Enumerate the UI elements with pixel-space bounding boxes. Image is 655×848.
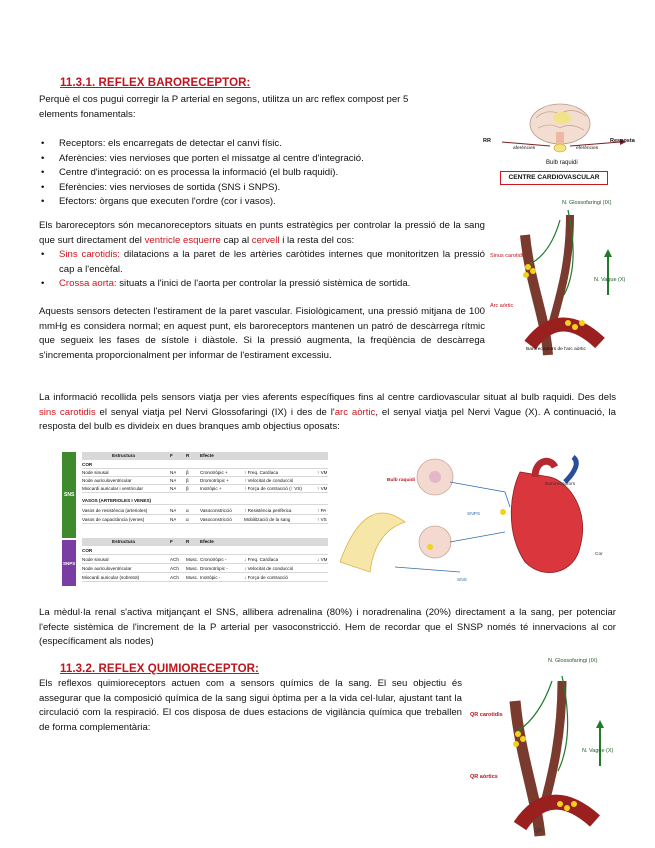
efferents-label: eferències <box>576 146 599 151</box>
cell: Vasoconstricció <box>200 517 232 522</box>
cell: ↑ Força de contracció (↑ VS) <box>244 486 302 491</box>
glossopharyngeal-label: N. Glossofaringi (IX) <box>562 200 612 206</box>
table-row <box>82 516 328 524</box>
baroreceptors-paragraph <box>39 219 485 248</box>
vagus-label: N. Vague (X) <box>594 277 626 283</box>
cell: Cronotròpic + <box>200 470 228 475</box>
cell: Musc. <box>186 566 199 571</box>
text-span: situats a l'inici de l'aorta per controlar la pressió sistèmica de sortida. <box>116 278 411 289</box>
cell: ACh <box>170 575 179 580</box>
table-header <box>82 452 328 460</box>
text-span: , el senyal viatja pel Nervi Vague (X). A continuació, la resposta del bulb es divideix en dues branques amb objectius oposats: <box>39 406 616 432</box>
highlight-carotid: Sins carotidis: <box>59 249 120 260</box>
cell: ↑ VM <box>317 470 328 475</box>
cell: Vasos de resistència (arterioles) <box>82 508 148 513</box>
col-f: F <box>170 539 173 544</box>
cell: Node sinusal <box>82 557 109 562</box>
cell: Vasos de capacitància (venes) <box>82 517 145 522</box>
text-span: el senyal viatja pel Nervi Glossofaringi (IX) i des de l' <box>95 406 335 418</box>
adrenal-medulla-paragraph: La mèdul·la renal s'activa mitjançant el SNS, allibera adrenalina (80%) i noradrenalina (20%) directament a la sang, per potenciar l'efecte sistèmica de l'increment de la P arterial per vasoconstricció. Hem de recordar que el SNSP només té innervacions al cor (específicament als nodes) <box>39 607 616 647</box>
aortic-qr-label: QR aòrtics <box>470 774 498 780</box>
aortic-baroreceptors-label: Baroreceptors de l'arc aòrtic <box>526 347 586 352</box>
col-structure: Estructura <box>112 539 135 544</box>
cell: ACh <box>170 557 179 562</box>
carotid-sinus-label: Sinus carotidi <box>490 253 524 259</box>
intro-line-1: Perquè el cos pugui corregir la P arterial en segons, utilitza un arc reflex compost per 5 <box>39 94 409 105</box>
snps-band-label: SNPS <box>63 561 76 566</box>
information-paragraph <box>39 391 616 435</box>
cell: β <box>186 470 189 475</box>
cardiovascular-center-label: CENTRE CARDIOVASCULAR <box>500 171 608 185</box>
baroreceptors-label: Baroreceptors <box>545 482 576 487</box>
chemoreceptor-paragraph: Els reflexos quimioreceptors actuen com a sensors químics de la sang. El seu objectiu és assegurar que la composició química de la sang sigui òptima per a la vida cel·lular, ajustant tant la circulació com la respiració. El cos disposa de dues estacions de vigilància química que treballen de forma complementària: <box>39 678 462 733</box>
cell: ↑ Freq. Cardíaca <box>244 470 279 475</box>
cell: ↑ Resistència perifèrica <box>244 508 292 513</box>
list-item <box>39 248 485 277</box>
table-row <box>82 477 328 485</box>
cell: NA <box>170 470 177 475</box>
reflex-elements-list <box>39 137 479 210</box>
cell: Miocardi auricular (sobretot) <box>82 575 140 580</box>
section-heading-baroreceptor: 11.3.1. REFLEX BARORECEPTOR: <box>60 77 251 89</box>
bulb-label: Bulb raquidi <box>387 478 415 483</box>
cell: Node auriculoventricular <box>82 566 132 571</box>
highlight-aorta: Crossa aorta: <box>59 278 117 289</box>
cell: ACh <box>170 566 179 571</box>
cell: ↑ PA <box>317 508 327 513</box>
cell: NA <box>170 517 177 522</box>
text-span: dilatacions a la paret de les artèries caròtides internes que monitoritzen la pressió cap a l'encèfal. <box>59 249 485 275</box>
cell: ↓ Força de contracció <box>244 575 288 580</box>
cell: NA <box>170 486 177 491</box>
cell: Dromotròpic + <box>200 478 229 483</box>
cell: Mobilització de la sang <box>244 517 291 522</box>
sns-band-label: SNS <box>64 492 75 498</box>
cell: Inotròpic - <box>200 575 221 580</box>
cell: Miocardi auricular i ventricular <box>82 486 144 491</box>
cell: β <box>186 486 189 491</box>
cell: ↑ Velocitat de conducció <box>244 478 294 483</box>
cell: α <box>186 508 189 513</box>
highlight-brain: cervell <box>251 234 280 246</box>
carotid-qr-label: QR carotidis <box>470 712 503 718</box>
table-row <box>82 556 328 564</box>
cell: ↓ Freq. Cardíaca <box>244 557 279 562</box>
highlight-carotid-sinus: sins carotidis <box>39 406 96 418</box>
sns-label: SNS <box>457 578 467 583</box>
intro-paragraph <box>39 93 479 122</box>
glossopharyngeal-label: N. Glossofaringi (IX) <box>548 658 598 664</box>
cell: Cronotròpic - <box>200 557 227 562</box>
heart-label: Cor <box>595 552 603 557</box>
cell: α <box>186 517 189 522</box>
cell: ↑ VM <box>317 486 328 491</box>
cell: Dromotròpic - <box>200 566 228 571</box>
text-span: i la resta del cos: <box>279 234 355 246</box>
baroreceptor-locations-list <box>39 248 485 292</box>
list-item: • Eferències: vies nervioses de sortida (SNS i SNPS). <box>39 181 479 196</box>
cell: ↑ VS <box>317 517 327 522</box>
cell: NA <box>170 508 177 513</box>
rr-label: RR <box>483 138 491 144</box>
table-row <box>82 565 328 573</box>
cell: Musc. <box>186 557 199 562</box>
list-item: • Receptors: els encarregats de detectar el canvi físic. <box>39 137 479 152</box>
aortic-arch-label: Arc aòrtic <box>490 303 514 309</box>
highlight-ventricle: ventricle esquerre <box>144 234 221 246</box>
anatomy-figure <box>335 452 617 592</box>
col-f: F <box>170 453 173 458</box>
sensors-paragraph: Aquests sensors detecten l'estirament de la paret vascular. Fisiològicament, una pressió mitjana de 100 mmHg es considera normal; en aquest punt, els baroreceptors mantenen un patró de descàrrega rítmic que segueix les fases de sístole i diàstole. Si la pressió augmenta, la freqüència de descàrrega s'incrementa proporcionalment per informar de l'estirament excessiu. <box>39 306 485 361</box>
text-span: Els baroreceptors són mecanoreceptors situats en punts estratègics per controlar la pressió de la sang que surt directament del <box>39 220 485 246</box>
section-heading-chemoreceptor: 11.3.2. REFLEX QUIMIORECEPTOR: <box>60 663 259 675</box>
highlight-aortic-arch: arc aòrtic <box>334 406 376 418</box>
vagus-label: N. Vague (X) <box>582 748 614 754</box>
cell: ↓ Velocitat de conducció <box>244 566 294 571</box>
col-effect: Efecte <box>200 453 214 458</box>
list-item: • Efectors: òrgans que executen l'ordre (cor i vasos). <box>39 195 479 210</box>
text-span: cap al <box>220 234 252 246</box>
cell: Musc. <box>186 575 199 580</box>
col-r: R <box>186 453 190 458</box>
col-effect: Efecte <box>200 539 214 544</box>
cell: Inotròpic + <box>200 486 222 491</box>
col-structure: Estructura <box>112 453 135 458</box>
cell: Node sinusal <box>82 470 109 475</box>
autonomic-effects-table <box>62 452 330 586</box>
baroreceptor-figure <box>490 195 630 360</box>
cell: Node auriculoventricular <box>82 478 132 483</box>
table-row <box>82 507 328 515</box>
cell: Vasoconstricció <box>200 508 232 513</box>
list-item <box>39 277 485 292</box>
list-item: • Centre d'integració: on es processa la informació (el bulb raquidi). <box>39 166 479 181</box>
snps-label: SNPS <box>467 512 481 517</box>
table-header <box>82 538 328 546</box>
list-item: • Aferències: vies nervioses que porten el missatge al centre d'integració. <box>39 152 479 167</box>
heart-spinal-illustration <box>335 452 617 592</box>
intro-line-2: elements fonamentals: <box>39 108 136 120</box>
table-subheader: VASOS (ARTERIOLES I VENES) <box>82 497 328 505</box>
table-row <box>82 574 328 582</box>
cell: β <box>186 478 189 483</box>
afferents-label: aferències <box>513 146 536 151</box>
bulb-label: Bulb raquidi <box>546 160 578 166</box>
col-r: R <box>186 539 190 544</box>
table-subheader: COR <box>82 461 328 469</box>
cell: ↓ VM <box>317 557 328 562</box>
table-subheader: COR <box>82 547 328 555</box>
qr-bottom-label: QR <box>534 828 543 834</box>
chemoreceptor-figure <box>470 656 620 841</box>
text-span: La informació recollida pels sensors viatja per vies aferents específiques fins al centre cardiovascular situat al bulb raquidi. Des dels <box>39 392 616 403</box>
table-row <box>82 469 328 477</box>
response-label: Resposta <box>610 138 635 144</box>
cell: NA <box>170 478 177 483</box>
table-row <box>82 485 328 493</box>
